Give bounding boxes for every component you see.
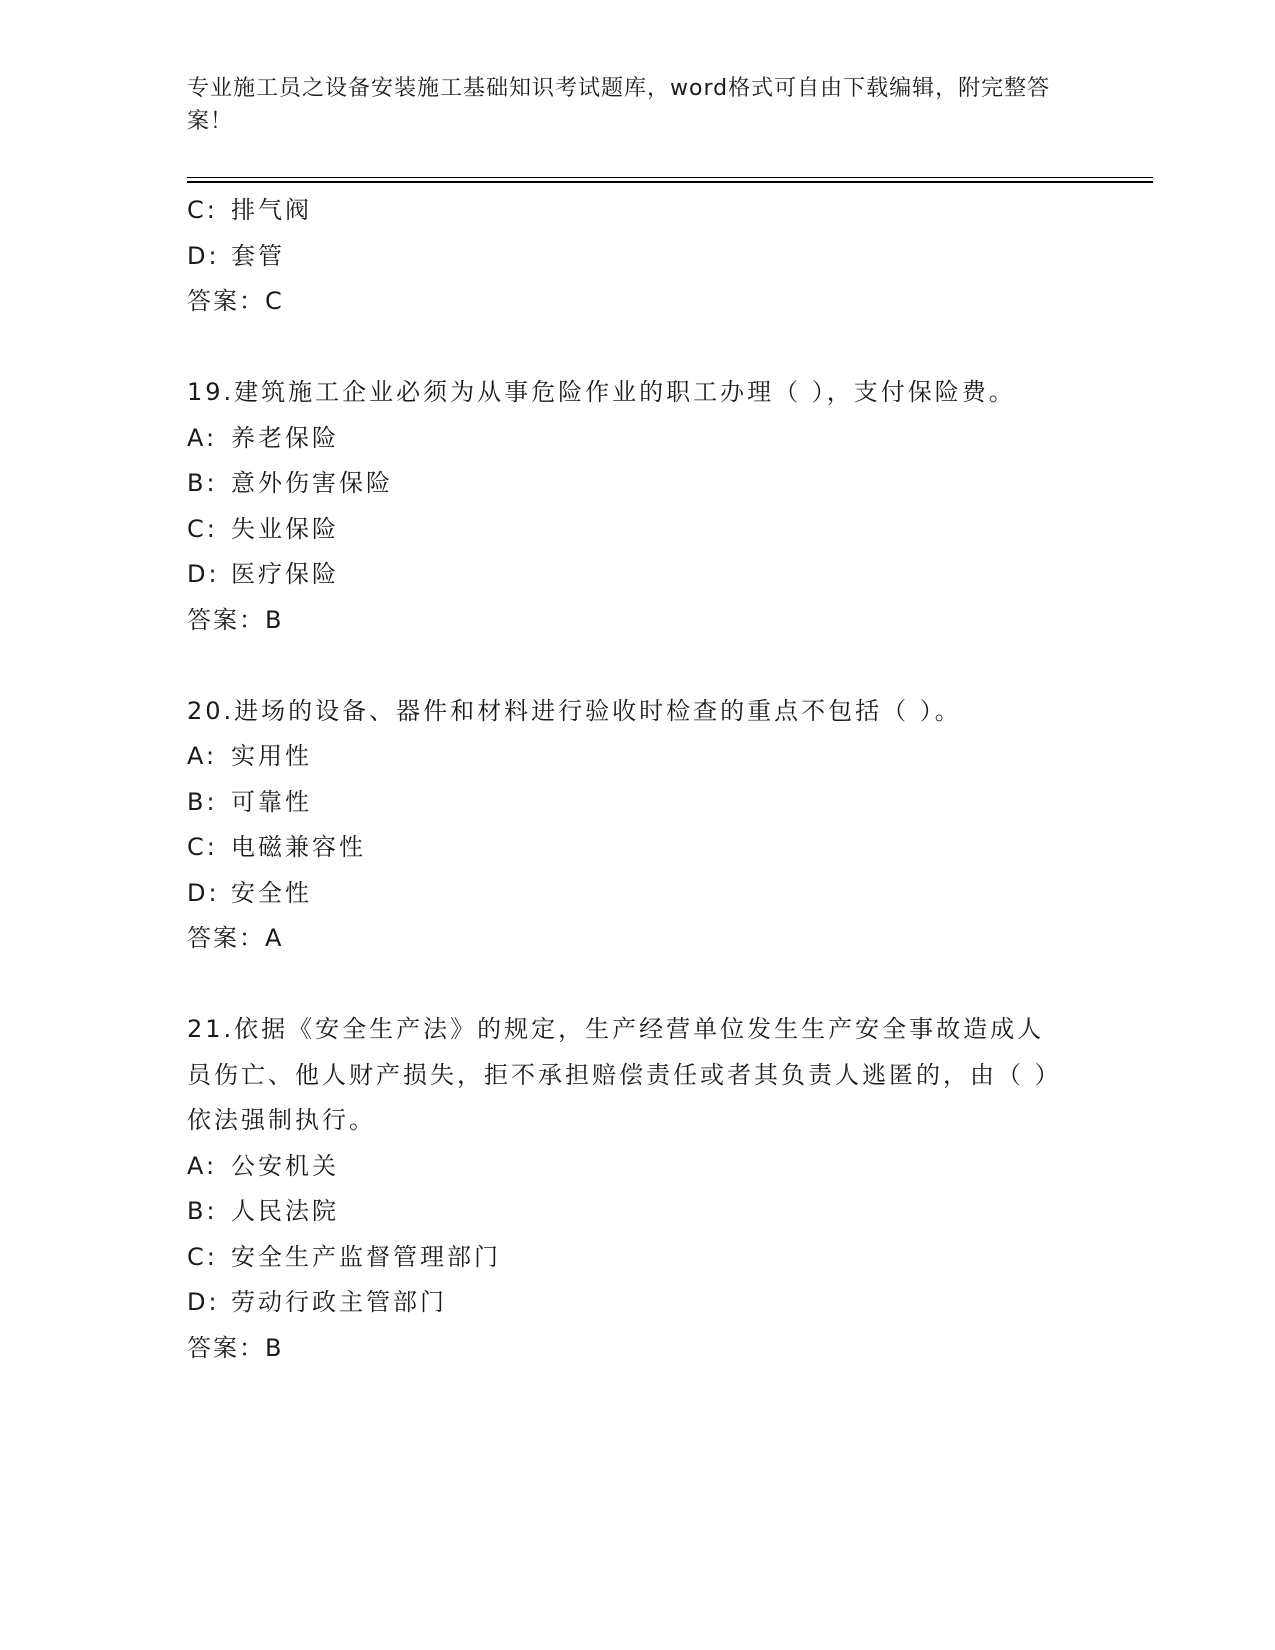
option-c (187, 825, 1087, 871)
option-d (187, 871, 1087, 917)
option-text: 可靠性 (231, 787, 312, 816)
option-text: 养老保险 (231, 423, 339, 452)
option-text: 医疗保险 (231, 560, 339, 588)
question-stem: 21.依据《安全生产法》的规定，生产经营单位发生生产安全事故造成人员伤亡、他人财产损失，拒不承担赔偿责任或者其负责人逃匿的，由（ ）依法强制执行。 (187, 1015, 1062, 1134)
option-text: 安全性 (231, 878, 312, 907)
spacer (187, 962, 1087, 1008)
answer-line: 答案：A (187, 924, 284, 952)
option-key: D: (187, 878, 220, 907)
option-key: A: (187, 423, 218, 452)
header-divider-thick (187, 181, 1153, 183)
answer-line: 答案：B (187, 1333, 284, 1362)
question-20 (187, 689, 1087, 962)
option-b (187, 780, 1087, 826)
option-key: C: (187, 833, 218, 861)
question-continued (187, 188, 1087, 325)
option-c (187, 507, 1087, 553)
option-d (187, 1280, 1087, 1326)
option-c (187, 188, 1087, 234)
option-key: C: (187, 1242, 218, 1271)
question-21 (187, 1007, 1087, 1371)
option-text: 安全生产监督管理部门 (231, 1242, 501, 1271)
option-key: C: (187, 196, 218, 224)
option-text: 套管 (231, 241, 285, 270)
option-a (187, 1144, 1087, 1190)
answer-line: 答案：B (187, 605, 284, 634)
option-text: 排气阀 (231, 196, 312, 224)
option-key: D: (187, 1288, 220, 1316)
option-b (187, 461, 1087, 507)
question-list (187, 188, 1087, 1371)
option-text: 意外伤害保险 (231, 469, 393, 497)
question-19 (187, 370, 1087, 643)
option-text: 电磁兼容性 (231, 833, 366, 861)
spacer (187, 325, 1087, 371)
spacer (187, 643, 1087, 689)
option-key: B: (187, 787, 218, 816)
answer-line: 答案：C (187, 287, 284, 315)
option-key: C: (187, 514, 218, 543)
option-key: B: (187, 1197, 218, 1225)
option-d (187, 234, 1087, 280)
option-text: 人民法院 (231, 1197, 339, 1225)
question-stem: 19.建筑施工企业必须为从事危险作业的职工办理（ ），支付保险费。 (187, 378, 1016, 406)
option-key: D: (187, 560, 220, 588)
option-text: 公安机关 (231, 1151, 339, 1180)
option-key: A: (187, 1151, 218, 1180)
option-text: 劳动行政主管部门 (231, 1288, 447, 1316)
option-a (187, 416, 1087, 462)
option-key: B: (187, 469, 218, 497)
option-b (187, 1189, 1087, 1235)
option-text: 失业保险 (231, 514, 339, 543)
option-key: D: (187, 241, 220, 270)
option-a (187, 734, 1087, 780)
option-text: 实用性 (231, 742, 312, 770)
question-stem: 20.进场的设备、器件和材料进行验收时检查的重点不包括（ ）。 (187, 696, 962, 725)
option-key: A: (187, 742, 218, 770)
document-header: 专业施工员之设备安装施工基础知识考试题库，word格式可自由下载编辑，附完整答案！ (187, 76, 1051, 134)
header-divider-thin (187, 177, 1153, 178)
option-c (187, 1235, 1087, 1281)
option-d (187, 552, 1087, 598)
